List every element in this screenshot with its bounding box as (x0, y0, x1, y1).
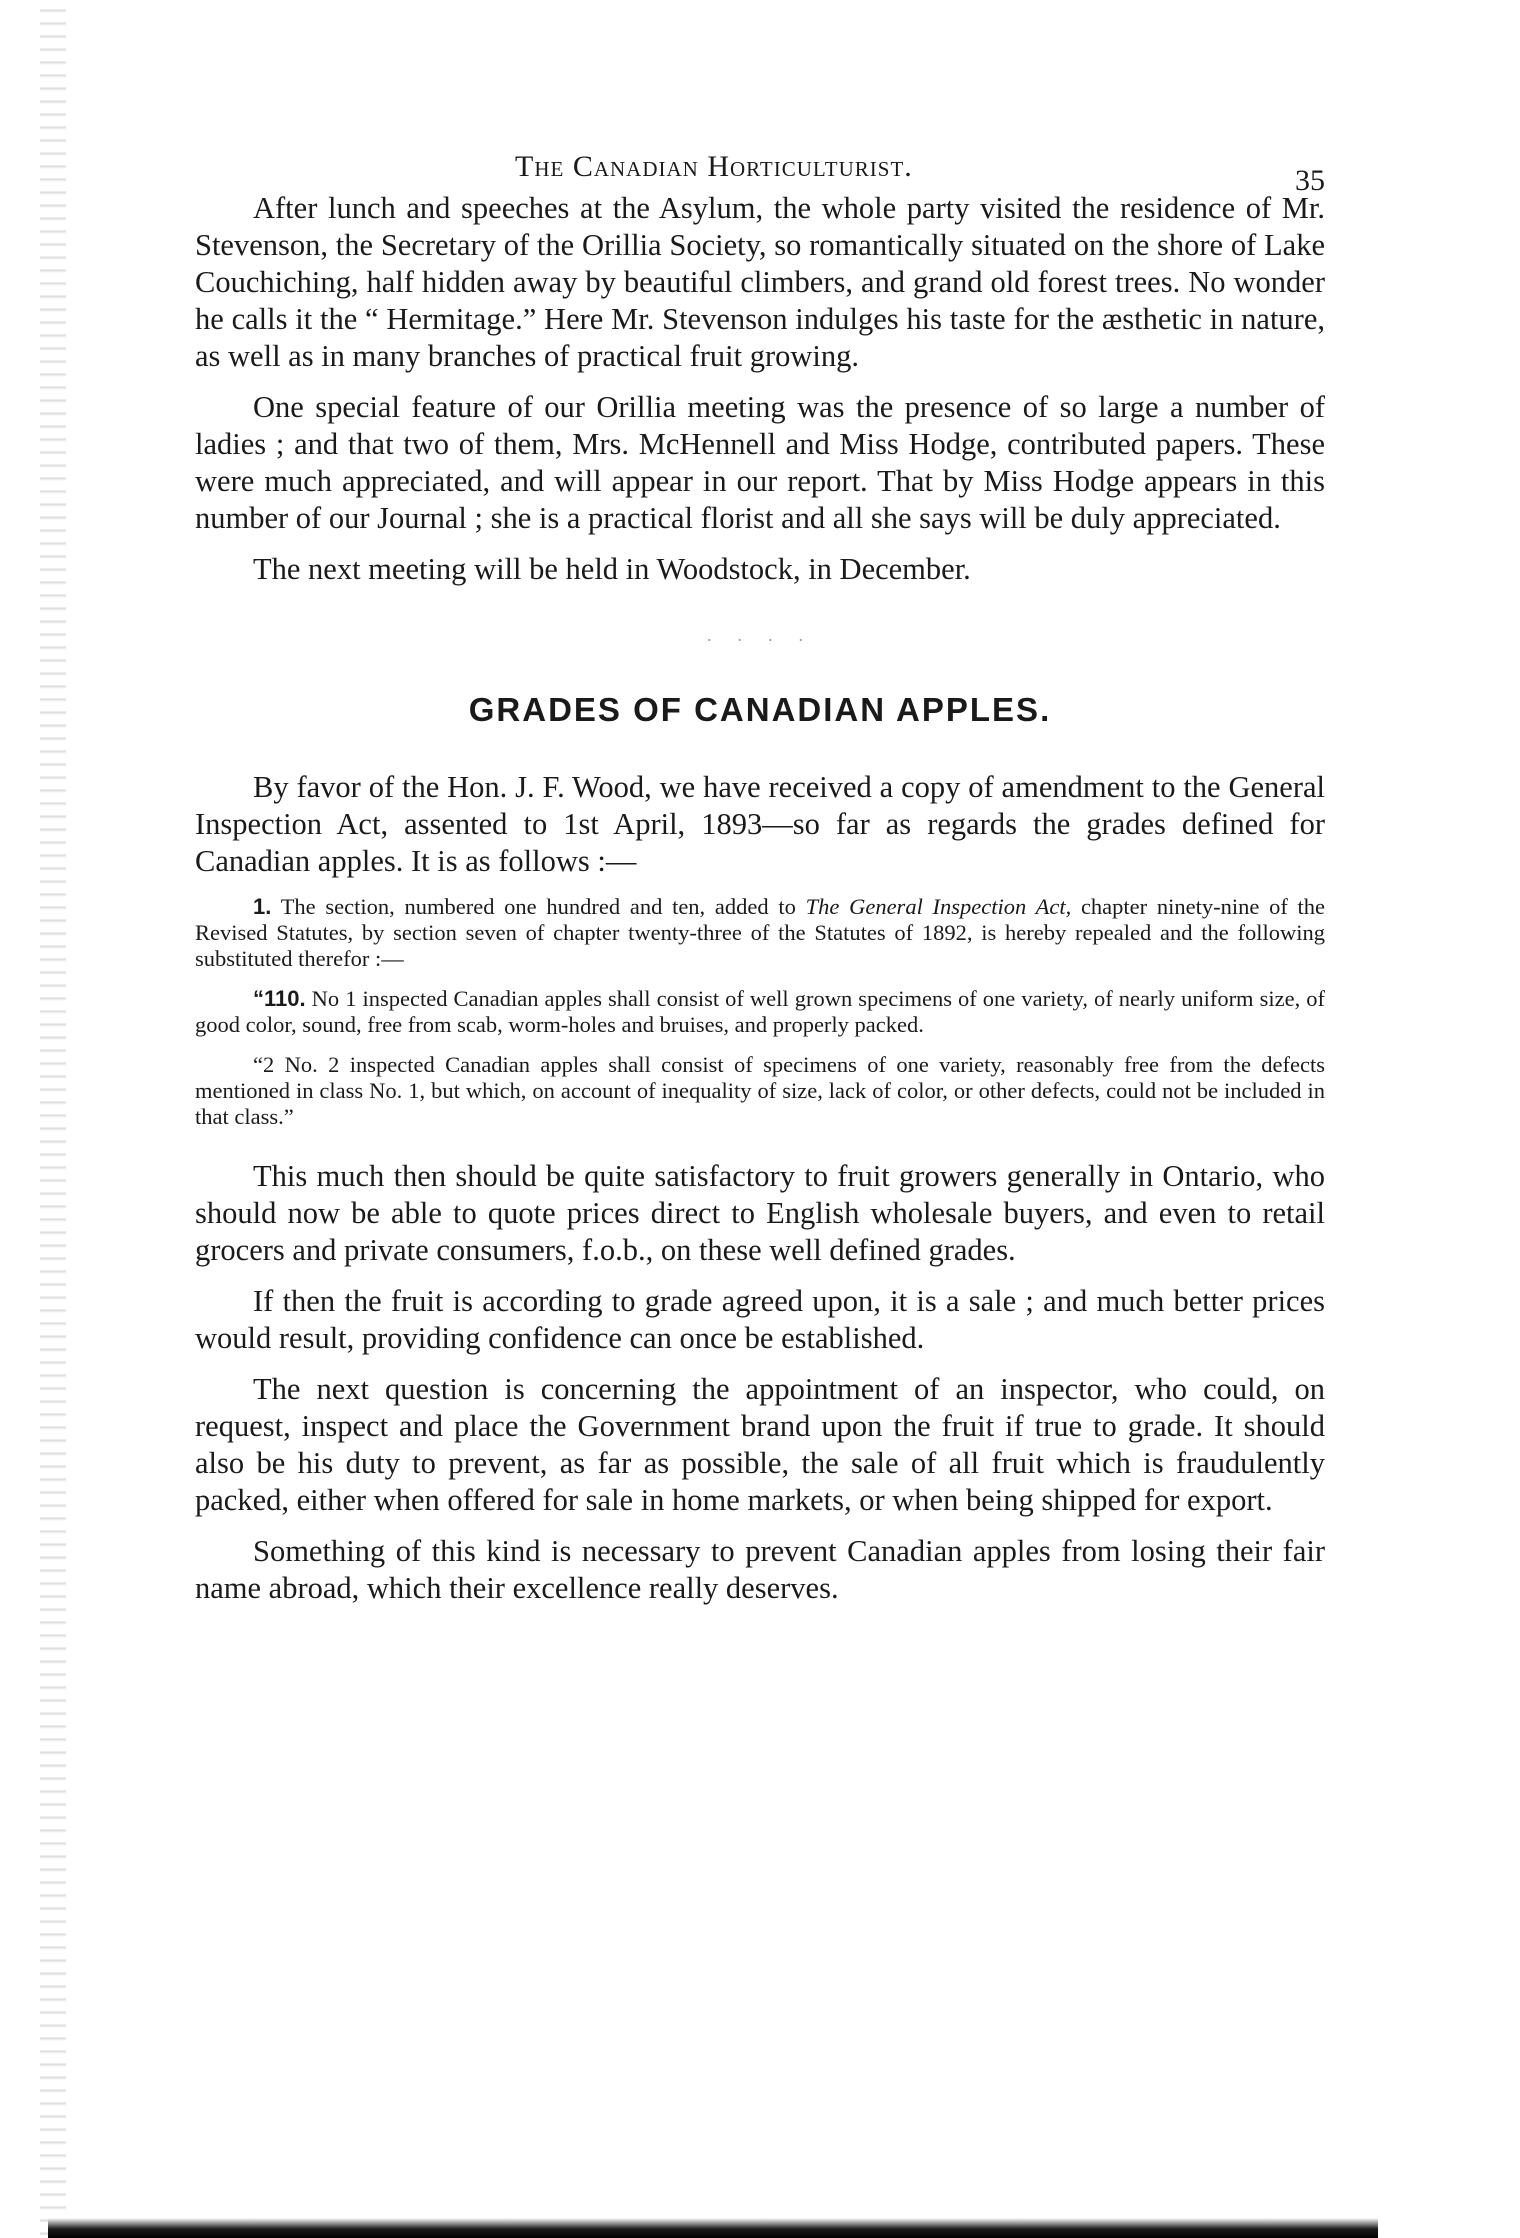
running-head (195, 120, 1325, 197)
clause-number: “110. (253, 986, 306, 1011)
statute-clause-1: 1. The section, numbered one hundred and ten, added to The General Inspection Act, chapter ninety-nine of the Revised Statutes, by section seven of chapter twenty-three of the Statutes of 1892, is hereby repealed and the following substituted therefor :— (195, 894, 1326, 971)
paragraph-next-meeting: The next meeting will be held in Woodstock, in December. (253, 552, 971, 586)
paragraph-ladies: One special feature of our Orillia meeting was the presence of so large a number of ladies ; and that two of them, Mrs. McHennell and Miss Hodge, contributed papers. These were much appreciated, and will appear in our report. That by Miss Hodge appears in this number of our Journal ; she is a practical florist and all she says will be duly appreciated. (195, 390, 1325, 535)
clause-number: “2 (253, 1052, 275, 1077)
paragraph-satisfactory: This much then should be quite satisfactory to fruit growers generally in Ontario, who should now be able to quote prices direct to English wholesale buyers, and even to retail grocers and private consumers, f.o.b., on these well defined grades. (195, 1159, 1325, 1267)
section-heading: GRADES OF CANADIAN APPLES. (468, 691, 1052, 728)
clause-number: 1. (253, 894, 272, 919)
scan-bottom-edge (48, 2218, 1378, 2238)
paragraph-sale: If then the fruit is according to grade agreed upon, it is a sale ; and much better prices would result, providing confidence can once be established. (195, 1284, 1325, 1355)
page (195, 120, 1325, 1607)
paragraph-hermitage: After lunch and speeches at the Asylum, the whole party visited the residence of Mr. Stevenson, the Secretary of the Orillia Society, so romantically situated on the shore of Lake Couchiching, half hidden away by beautiful climbers, and grand old forest trees. No wonder he calls it the “ Hermitage.” Here Mr. Stevenson indulges his taste for the æsthetic in nature, as well as in many branches of practical fruit growing. (195, 191, 1325, 373)
page-number: 35 (1295, 164, 1325, 197)
section-divider: · · · · (706, 630, 814, 650)
statute-clause-2: “2 No. 2 inspected Canadian apples shall consist of specimens of one variety, reasonably free from the defects mentioned in class No. 1, but which, on account of inequality of size, lack of color, or other defects, could not be included in that class.” (195, 1052, 1326, 1129)
statute-clause-110: “110. No 1 inspected Canadian apples shall consist of well grown specimens of one variety, of nearly uniform size, of good color, sound, free from scab, worm-holes and bruises, and properly packed. (195, 986, 1326, 1037)
paragraph-lead: By favor of the Hon. J. F. Wood, we have received a copy of amendment to the General Inspection Act, assented to 1st April, 1893—so far as regards the grades defined for Canadian apples. It is as follows :— (195, 770, 1325, 878)
binding-edge (40, 0, 66, 2238)
statute-quote (195, 894, 1325, 1130)
running-title: The Canadian Horticulturist. (515, 150, 913, 183)
act-title: The General Inspection Act, (805, 894, 1072, 919)
paragraph-inspector: The next question is concerning the appointment of an inspector, who could, on request, inspect and place the Government brand upon the fruit if true to grade. It should also be his duty to prevent, as far as possible, the sale of all fruit which is fraudulently packed, either when offered for sale in home markets, or when being shipped for export. (195, 1372, 1325, 1517)
paragraph-fair-name: Something of this kind is necessary to prevent Canadian apples from losing their fair name abroad, which their excellence really deserves. (195, 1534, 1325, 1605)
